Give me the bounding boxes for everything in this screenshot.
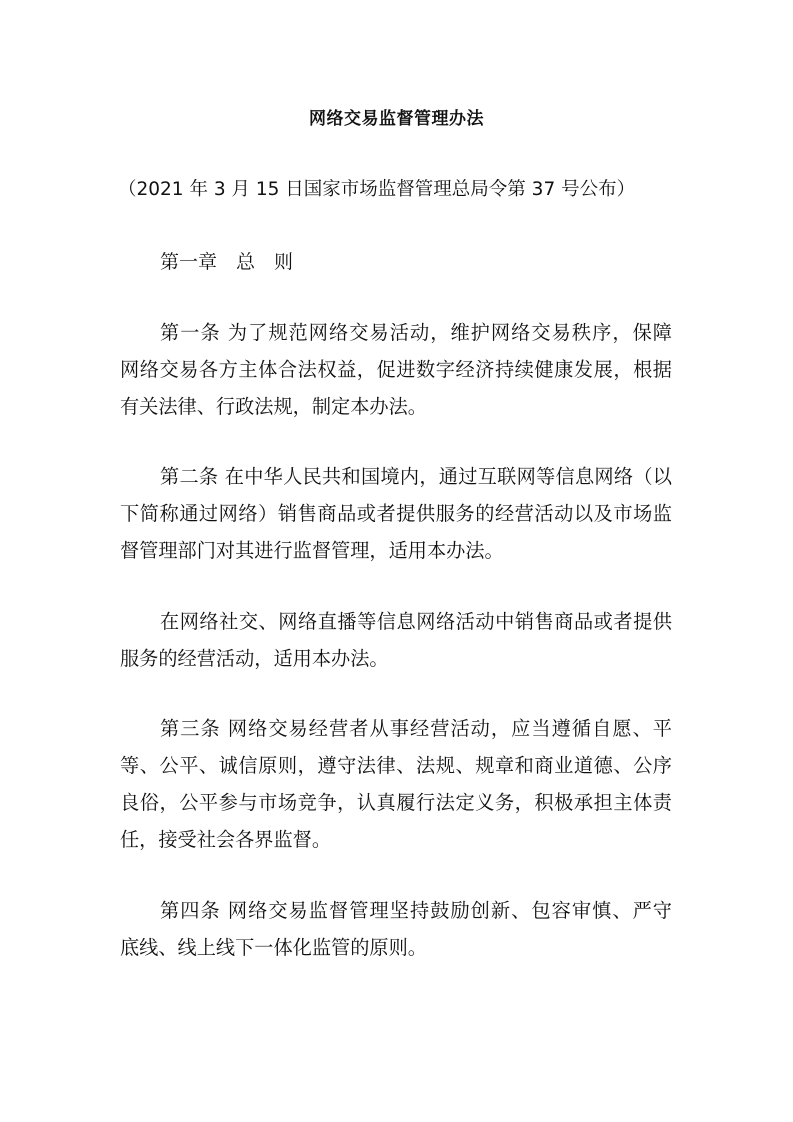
article-1-line-1: 第一条 为了规范网络交易活动，维护网络交易秩序，保障: [160, 321, 672, 344]
document-title: 网络交易监督管理办法: [309, 109, 484, 129]
article-1: [120, 314, 672, 425]
article-4-line-1: 第四条 网络交易监督管理坚持鼓励创新、包容审慎、严守: [160, 899, 672, 922]
chapter-heading: 第一章 总 则: [160, 251, 294, 273]
article-3-line-1: 第三条 网络交易经营者从事经营活动，应当遵循自愿、平: [160, 717, 672, 740]
article-2-line-1: 第二条 在中华人民共和国境内，通过互联网等信息网络（以: [160, 465, 672, 488]
article-4-line-2: 底线、线上线下一体化监管的原则。: [120, 936, 427, 959]
article-2-p2-line-2: 服务的经营活动，适用本办法。: [120, 647, 389, 670]
article-1-line-3: 有关法律、行政法规，制定本办法。: [120, 395, 427, 418]
document-subtitle: （2021 年 3 月 15 日国家市场监督管理总局令第 37 号公布）: [118, 179, 636, 200]
article-3: [120, 710, 672, 858]
article-2-p2-line-1: 在网络社交、网络直播等信息网络活动中销售商品或者提供: [160, 610, 672, 633]
article-2-paragraph-2: [120, 603, 672, 677]
article-4: [120, 892, 672, 966]
article-2: [120, 458, 672, 569]
article-2-line-2: 下简称通过网络）销售商品或者提供服务的经营活动以及市场监: [120, 502, 672, 525]
article-3-line-2: 等、公平、诚信原则，遵守法律、法规、规章和商业道德、公序: [120, 754, 672, 777]
article-3-line-4: 任，接受社会各界监督。: [120, 828, 332, 851]
article-1-line-2: 网络交易各方主体合法权益，促进数字经济持续健康发展，根据: [120, 358, 672, 381]
article-3-line-3: 良俗，公平参与市场竞争，认真履行法定义务，积极承担主体责: [120, 791, 672, 814]
article-2-line-3: 督管理部门对其进行监督管理，适用本办法。: [120, 539, 504, 562]
